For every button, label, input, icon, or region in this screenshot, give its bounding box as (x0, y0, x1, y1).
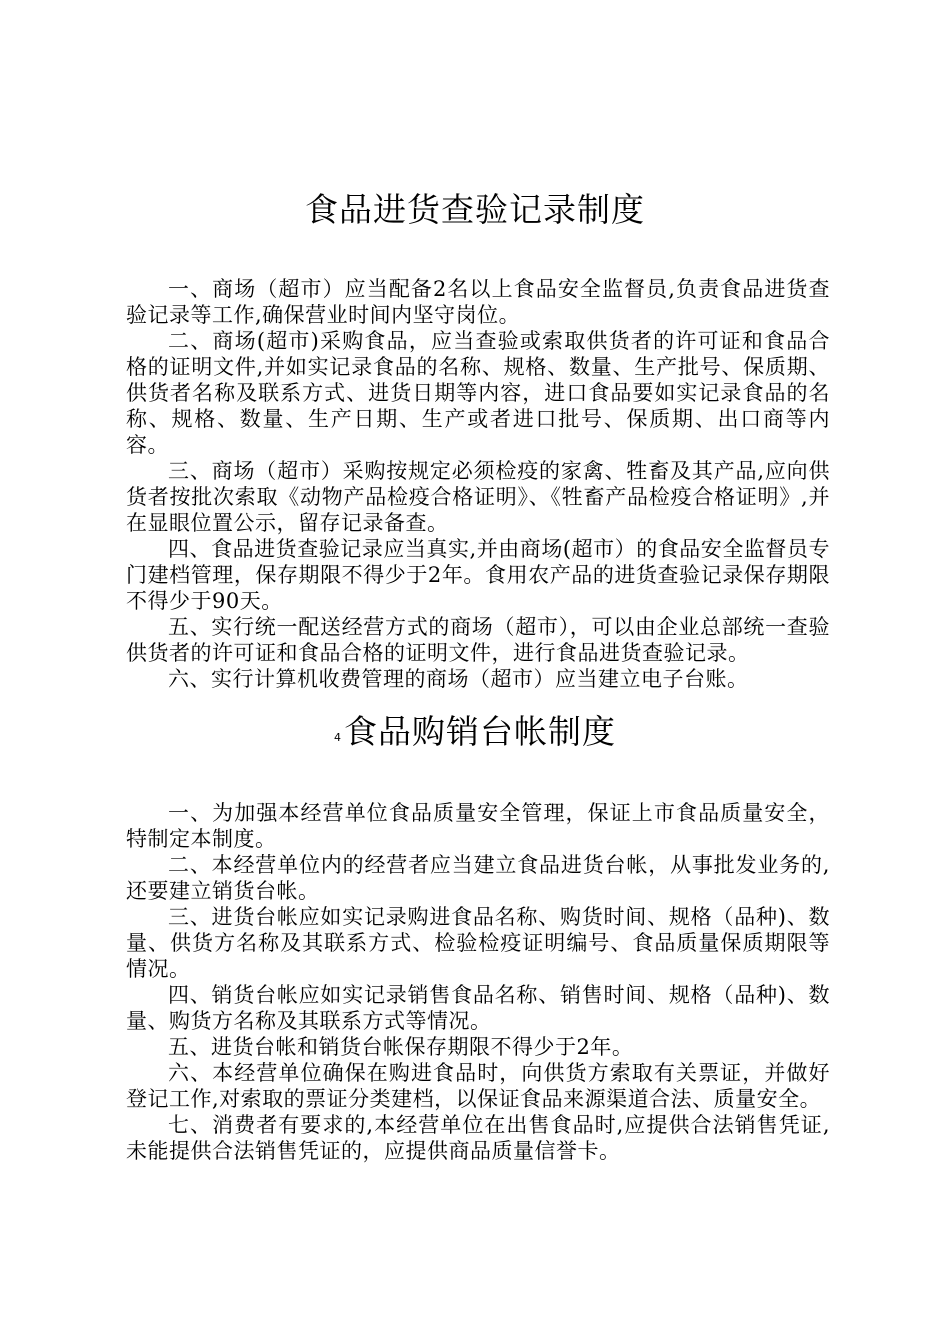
doc2-title-line (0, 706, 950, 753)
doc2-paragraph-7: 七、消费者有要求的,本经营单位在出售食品时,应提供合法销售凭证,未能提供合法销售凭证的，应提供商品质量信誉卡。 (126, 1113, 830, 1163)
doc1-paragraph-3: 三、商场（超市）采购按规定必须检疫的家禽、牲畜及其产品,应向供货者按批次索取《动物产品检疫合格证明》、《牲畜产品检疫合格证明》,并在显眼位置公示，留存记录备查。 (126, 459, 830, 535)
doc1-paragraph-6: 六、实行计算机收费管理的商场（超市）应当建立电子台账。 (168, 667, 749, 691)
doc1-title: 食品进货查验记录制度 (305, 190, 645, 229)
doc2-paragraph-2: 二、本经营单位内的经营者应当建立食品进货台帐，从事批发业务的,还要建立销货台帐。 (126, 853, 830, 903)
doc1-paragraph-4: 四、食品进货查验记录应当真实,并由商场(超市）的食品安全监督员专门建档管理，保存期限不得少于2年。食用农产品的进货查验记录保存期限不得少于90天。 (126, 537, 830, 613)
paragraph-marker: 4 (334, 731, 342, 744)
doc2-paragraph-4: 四、销货台帐应如实记录销售食品名称、销售时间、规格（品种)、数量、购货方名称及其联系方式等情况。 (126, 983, 830, 1033)
doc2-paragraph-3: 三、进货台帐应如实记录购进食品名称、购货时间、规格（品种)、数量、供货方名称及其联系方式、检验检疫证明编号、食品质量保质期限等情况。 (126, 905, 830, 981)
doc1-body (126, 276, 830, 692)
doc2-paragraph-1: 一、为加强本经营单位食品质量安全管理，保证上市食品质量安全，特制定本制度。 (126, 801, 830, 851)
doc2-paragraph-5: 五、进货台帐和销货台帐保存期限不得少于2年。 (168, 1035, 634, 1059)
doc1-paragraph-2: 二、商场(超市)采购食品，应当查验或索取供货者的许可证和食品合格的证明文件,并如实记录食品的名称、规格、数量、生产批号、保质期、供货者名称及联系方式、进货日期等内容，进口食品要如实记录食品的名称、规格、数量、生产日期、生产或者进口批号、保质期、出口商等内容。 (126, 329, 830, 457)
doc2-body (126, 800, 830, 1164)
doc1-paragraph-1: 一、商场（超市）应当配备2名以上食品安全监督员,负责食品进货查验记录等工作,确保营业时间内坚守岗位。 (126, 277, 830, 327)
doc2-paragraph-6: 六、本经营单位确保在购进食品时，向供货方索取有关票证，并做好登记工作,对索取的票证分类建档，以保证食品来源渠道合法、质量安全。 (126, 1061, 830, 1111)
doc1-paragraph-5: 五、实行统一配送经营方式的商场（超市），可以由企业总部统一查验供货者的许可证和食品合格的证明文件，进行食品进货查验记录。 (126, 615, 830, 665)
doc2-title: 食品购销台帐制度 (344, 712, 616, 751)
